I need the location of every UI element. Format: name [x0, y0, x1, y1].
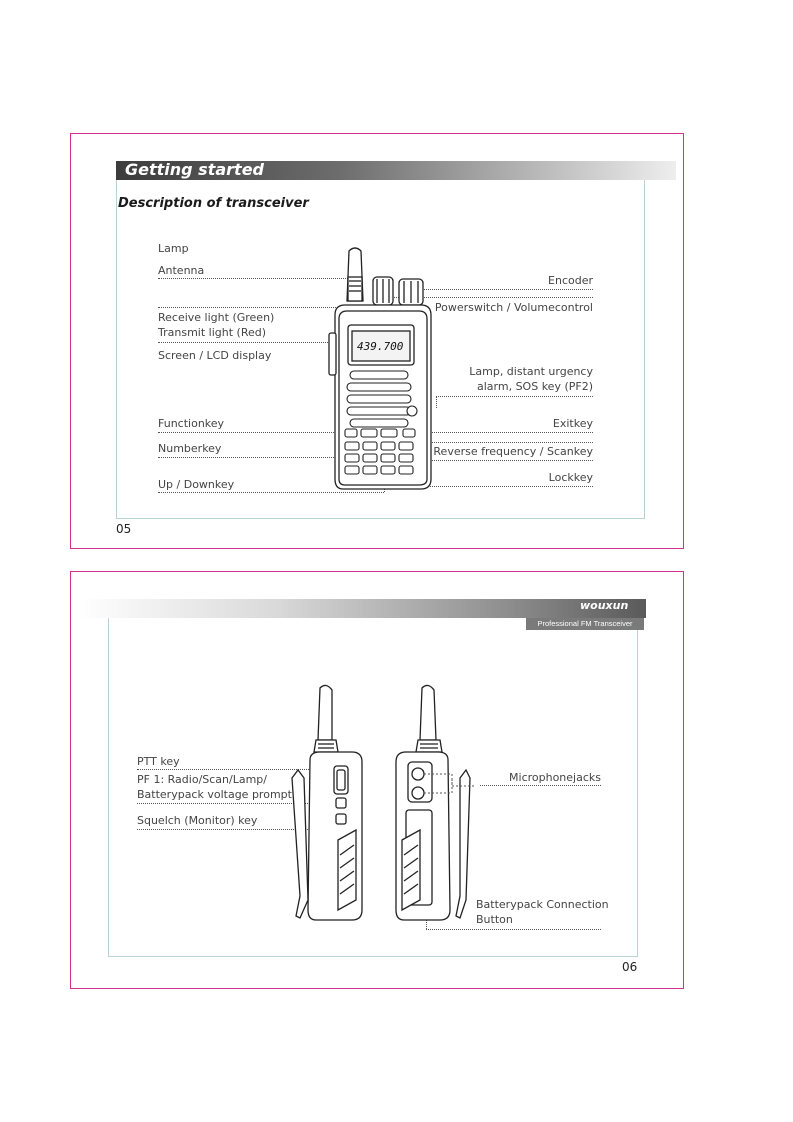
leader-reverse-top [418, 442, 593, 443]
label-battery-connection-2: Button [476, 913, 513, 926]
label-pf1-1: PF 1: Radio/Scan/Lamp/ [137, 773, 267, 786]
label-ptt-key: PTT key [137, 755, 180, 768]
transceiver-right-side-illustration [390, 680, 475, 925]
label-antenna: Antenna [158, 264, 205, 277]
label-receive-light: Receive light (Green) [158, 311, 275, 324]
lcd-readout: 439.700 [357, 340, 404, 353]
label-lamp-sos-2: alarm, SOS key (PF2) [477, 380, 593, 393]
label-screen: Screen / LCD display [158, 349, 272, 362]
label-powerswitch: Powerswitch / Volumecontrol [434, 301, 593, 314]
leader-receive-light [158, 307, 338, 308]
label-reverse-scankey: Reverse frequency / Scankey [433, 445, 593, 458]
leader-microphonejacks [480, 785, 601, 786]
label-pf1-2: Batterypack voltage prompt [137, 788, 292, 801]
transceiver-left-side-illustration [286, 680, 366, 925]
leader-encoder [410, 289, 593, 290]
leader-battery-connection [426, 929, 601, 930]
label-lockkey: Lockkey [548, 471, 593, 484]
leader-reverse [418, 460, 593, 461]
leader-lamp-sos [436, 396, 593, 397]
brand-band [78, 599, 646, 618]
section-title: Description of transceiver [118, 196, 309, 211]
leader-exitkey [418, 432, 593, 433]
page-number-06: 06 [622, 960, 638, 974]
leader-numberkey [158, 457, 348, 458]
label-functionkey: Functionkey [158, 417, 225, 430]
page-number-05: 05 [116, 522, 132, 536]
label-microphonejacks: Microphonejacks [509, 771, 601, 784]
label-battery-connection-1: Batterypack Connection [476, 898, 609, 911]
brand-tagline: Professional FM Transceiver [526, 618, 644, 630]
header-title: Getting started [125, 160, 264, 179]
label-encoder: Encoder [548, 274, 593, 287]
transceiver-front-illustration [325, 243, 437, 493]
brand-logo: wouxun [580, 599, 629, 612]
label-exitkey: Exitkey [552, 417, 593, 430]
label-lamp: Lamp [158, 242, 189, 255]
label-squelch: Squelch (Monitor) key [137, 814, 258, 827]
label-transmit-light: Transmit light (Red) [158, 326, 267, 339]
label-updownkey: Up / Downkey [158, 478, 235, 491]
leader-antenna [158, 278, 350, 279]
label-lamp-sos-1: Lamp, distant urgency [469, 365, 593, 378]
leader-lockkey [418, 486, 593, 487]
leader-transmit-light [158, 342, 348, 343]
label-numberkey: Numberkey [158, 442, 222, 455]
